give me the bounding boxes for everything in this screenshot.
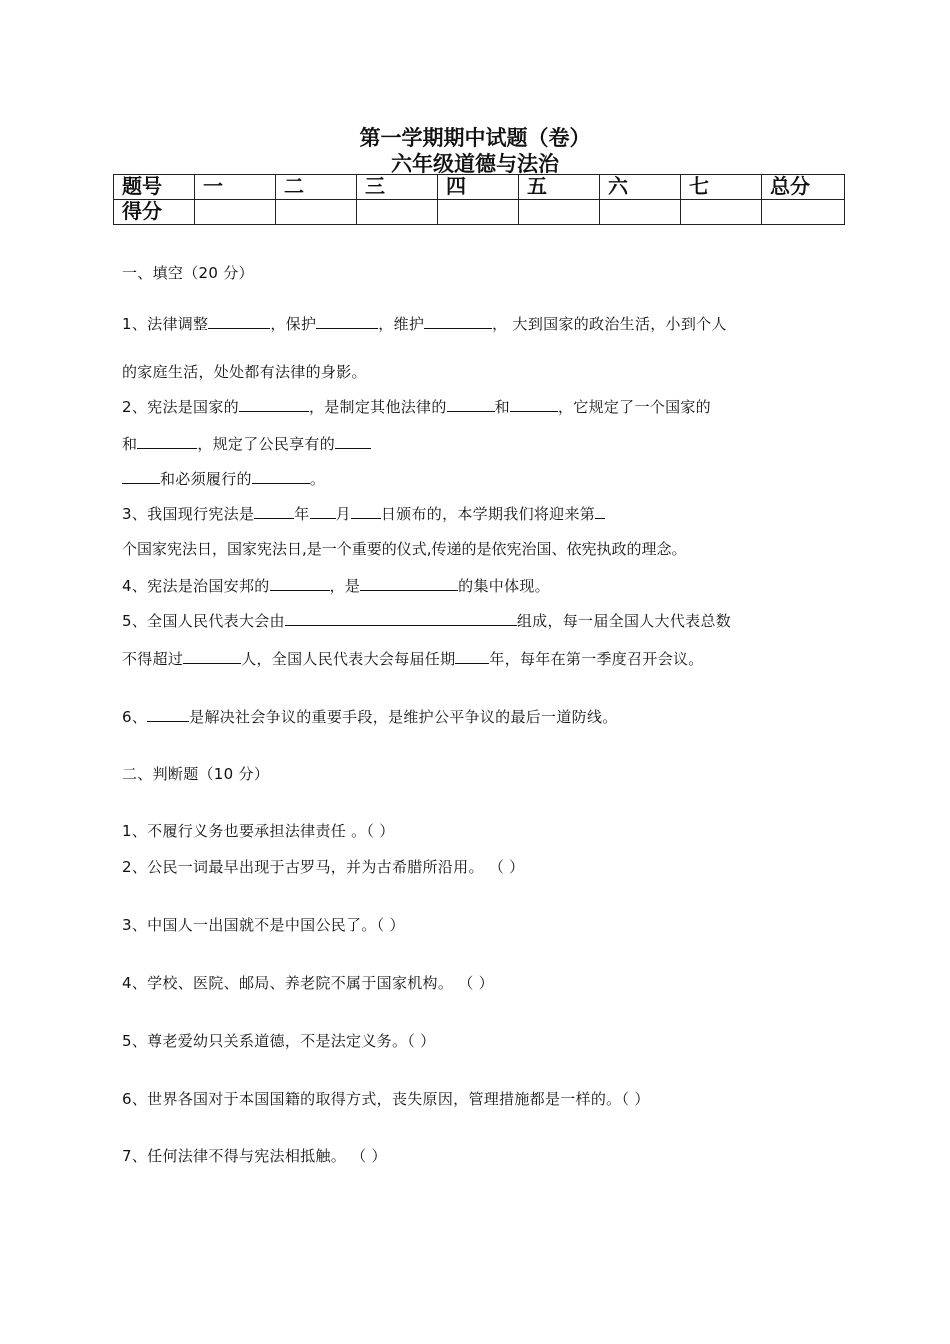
q1-text: ，保护 [270,314,317,333]
answer-blank[interactable] [424,312,492,329]
score-input-cell[interactable] [600,200,681,225]
answer-blank[interactable] [285,609,517,626]
score-table-header-cell: 一 [195,175,276,200]
score-table-score-row [114,200,845,225]
answer-blank[interactable] [335,432,371,449]
score-table-header-cell: 三 [357,175,438,200]
q2-text: 和 [494,397,510,416]
exam-subtitle: 六年级道德与法治 [391,151,559,176]
answer-blank[interactable] [270,574,330,591]
answer-blank[interactable] [254,502,294,519]
answer-blank[interactable] [595,502,605,519]
answer-blank[interactable] [137,432,197,449]
score-table-header-cell: 六 [600,175,681,200]
q5-text: 组成，每一届全国人大代表总数 [516,611,732,630]
q3-text: 3、我国现行宪法是 [122,504,255,523]
judgement-item: 2、公民一词最早出现于古罗马，并为古希腊所沿用。 （ ） [122,858,525,876]
q1-line2: 的家庭生活，处处都有法律的身影。 [122,363,367,381]
answer-blank[interactable] [183,647,241,664]
judgement-item: 5、尊老爱幼只关系道德，不是法定义务。（ ） [122,1032,436,1050]
answer-blank[interactable] [510,395,558,412]
q4-text: ，是 [329,576,361,595]
section2-heading: 二、判断题（10 分） [122,765,270,783]
score-table-header-cell: 四 [438,175,519,200]
score-table-header-cell: 总分 [762,175,845,200]
q3-line2: 个国家宪法日，国家宪法日,是一个重要的仪式,传递的是依宪治国、依宪执政的理念。 [122,540,687,558]
q5-line2 [122,647,704,669]
score-input-cell[interactable] [438,200,519,225]
score-table [113,174,845,225]
q5-text: 年，每年在第一季度召开会议。 [489,649,704,668]
q5-line1 [122,609,731,631]
q2-text: ，规定了公民享有的 [197,434,336,453]
q2-line1 [122,395,711,417]
score-input-cell[interactable] [195,200,276,225]
q4-text: 4、宪法是治国安邦的 [122,576,270,595]
exam-title: 第一学期期中试题（卷） [359,125,591,150]
judgement-item: 3、中国人一出国就不是中国公民了。（ ） [122,916,405,934]
q3-text: 年 [294,504,310,523]
q6-text: 6、 [122,707,148,726]
q2-text: 。 [309,469,326,488]
q3-text: 日颁布的，本学期我们将迎来第 [380,504,596,523]
q5-text: 5、全国人民代表大会由 [122,611,285,630]
judgement-item: 1、不履行义务也要承担法律责任 。（ ） [122,822,395,840]
answer-blank[interactable] [252,467,310,484]
q2-text: 和必须履行的 [160,469,252,488]
q6-line [122,705,618,727]
score-table-header-cell: 题号 [114,175,195,200]
answer-blank[interactable] [447,395,495,412]
q2-text: 和 [122,434,138,453]
answer-blank[interactable] [147,705,189,722]
score-input-cell[interactable] [681,200,762,225]
q1-text: ， 大到国家的政治生活，小到个人 [492,314,727,333]
q1-text: 1、法律调整 [122,314,209,333]
score-row-label: 得分 [114,200,195,225]
answer-blank[interactable] [316,312,378,329]
q4-line [122,574,550,596]
answer-blank[interactable] [208,312,270,329]
score-table-header-row [114,175,845,200]
q5-text: 不得超过 [122,649,184,668]
judgement-item: 6、世界各国对于本国国籍的取得方式，丧失原因，管理措施都是一样的。（ ） [122,1090,650,1108]
answer-blank[interactable] [122,467,160,484]
q4-text: 的集中体现。 [458,576,550,595]
score-table-header-cell: 七 [681,175,762,200]
score-input-cell[interactable] [519,200,600,225]
answer-blank[interactable] [351,502,381,519]
answer-blank[interactable] [360,574,458,591]
score-table-header-cell: 二 [276,175,357,200]
score-table-header-cell: 五 [519,175,600,200]
q2-text: ，是制定其他法律的 [308,397,447,416]
q5-text: 人，全国人民代表大会每届任期 [241,649,456,668]
q6-text: 是解决社会争议的重要手段，是维护公平争议的最后一道防线。 [189,707,618,726]
q2-line3 [122,467,325,489]
score-input-cell[interactable] [276,200,357,225]
score-input-cell[interactable] [357,200,438,225]
answer-blank[interactable] [455,647,489,664]
judgement-item: 4、学校、医院、邮局、养老院不属于国家机构。 （ ） [122,974,494,992]
score-input-cell[interactable] [762,200,845,225]
q3-line1 [122,502,605,524]
q2-text: 2、宪法是国家的 [122,397,239,416]
q1-text: ，维护 [378,314,425,333]
section1-heading: 一、填空（20 分） [122,264,254,282]
q1-line1 [122,312,727,334]
answer-blank[interactable] [239,395,309,412]
q2-line2 [122,432,371,454]
q3-text: 月 [335,504,351,523]
judgement-item: 7、任何法律不得与宪法相抵触。 （ ） [122,1147,387,1165]
q2-text: ，它规定了一个国家的 [557,397,711,416]
answer-blank[interactable] [310,502,336,519]
